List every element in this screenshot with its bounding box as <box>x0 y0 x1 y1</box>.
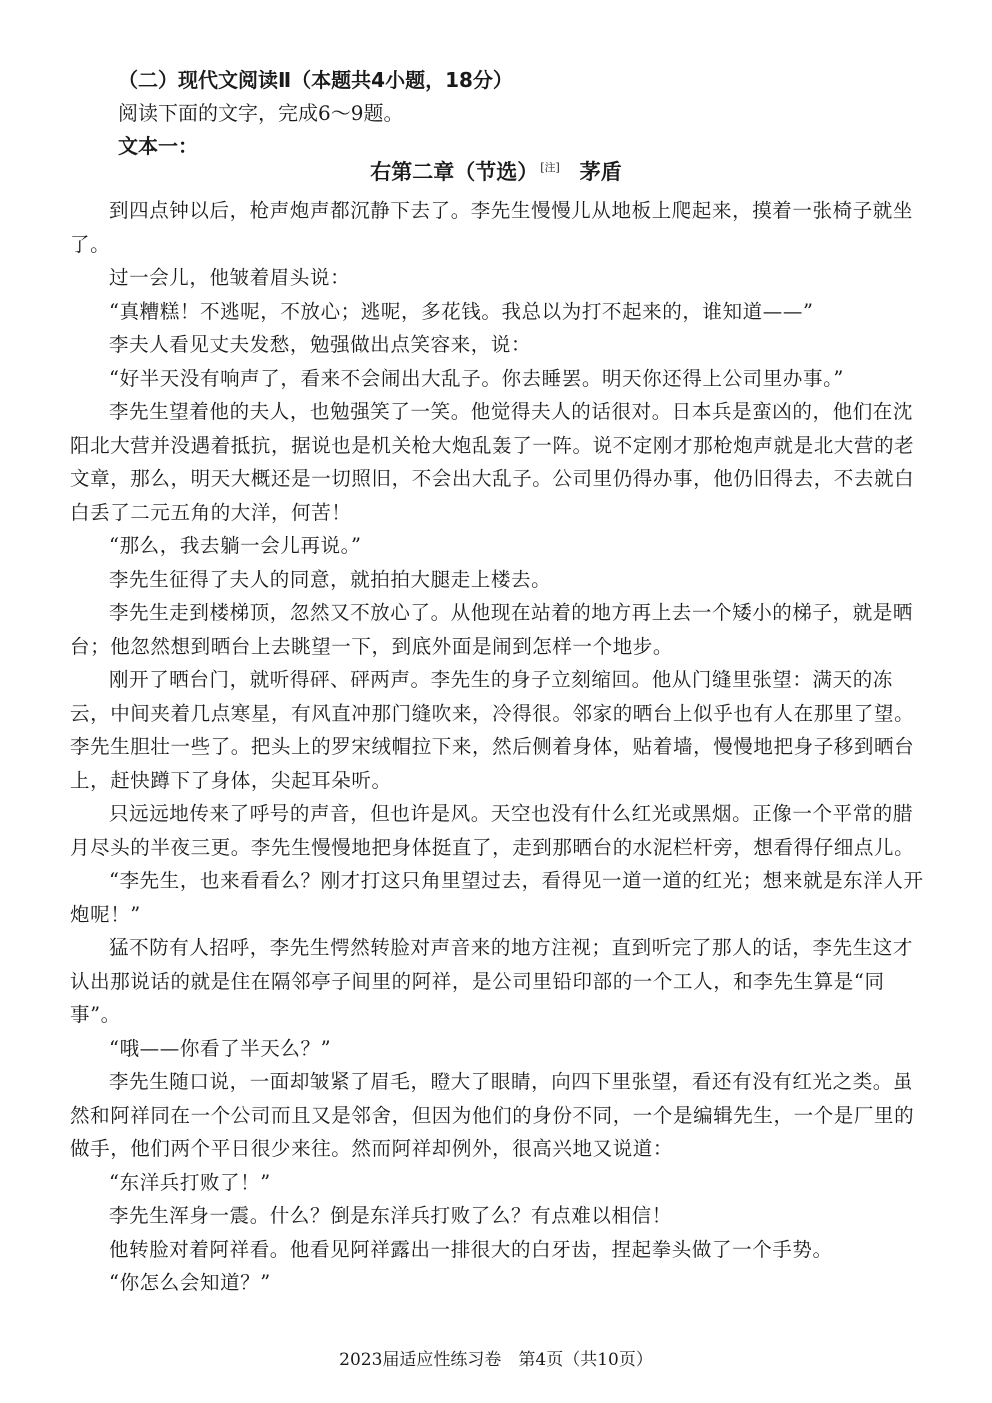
paragraph: 李夫人看见丈夫发愁，勉强做出点笑容来，说： <box>109 333 532 356</box>
paragraph: “那么，我去躺一会儿再说。” <box>109 534 362 557</box>
paragraph: 过一会儿，他皱着眉头说： <box>109 266 351 289</box>
paragraph: “李先生，也来看看么？刚才打这只角里望过去，看得见一道一道的红光；想来就是东洋人开炮呢！” <box>70 869 924 926</box>
paragraph: “真糟糕！不逃呢，不放心；逃呢，多花钱。我总以为打不起来的，谁知道——” <box>109 299 814 323</box>
paragraph: 刚开了晒台门，就听得砰、砰两声。李先生的身子立刻缩回。他从门缝里张望：满天的冻云，中间夹着几点寒星，有风直冲那门缝吹来，冷得很。邻家的晒台上似乎也有人在那里了望。李先生胆壮一些了。把头上的罗宋绒帽拉下来，然后侧着身体，贴着墙，慢慢地把身子移到晒台上，赶快蹲下了身体，尖起耳朵听。 <box>70 668 915 792</box>
paragraph: “哦——你看了半天么？” <box>109 1036 332 1060</box>
paragraph: 他转脸对着阿祥看。他看见阿祥露出一排很大的白牙齿，捏起拳头做了一个手势。 <box>109 1237 833 1261</box>
page-footer: 2023届适应性练习卷 第4页（共10页） <box>339 1350 653 1370</box>
article-body <box>70 194 926 1300</box>
section-title: （二）现代文阅读Ⅱ（本题共4小题，18分） <box>118 68 513 92</box>
paragraph: “东洋兵打败了！” <box>109 1170 271 1194</box>
paragraph: 李先生征得了夫人的同意，就拍拍大腿走上楼去。 <box>109 567 552 591</box>
paragraph: “好半天没有响声了，看来不会闹出大乱子。你去睡罢。明天你还得上公司里办事。” <box>109 366 844 390</box>
paragraph: 到四点钟以后，枪声炮声都沉静下去了。李先生慢慢儿从地板上爬起来，摸着一张椅子就坐了。 <box>70 199 914 256</box>
paragraph: 李先生随口说，一面却皱紧了眉毛，瞪大了眼睛，向四下里张望，看还有没有红光之类。虽然和阿祥同在一个公司而且又是邻舍，但因为他们的身份不同，一个是编辑先生，一个是厂里的做手，他们两个平日很少来往。然而阿祥却例外，很高兴地又说道： <box>70 1070 915 1160</box>
paragraph: “你怎么会知道？” <box>109 1271 271 1294</box>
paragraph: 猛不防有人招呼，李先生愕然转脸对声音来的地方注视；直到听完了那人的话，李先生这才认出那说话的就是住在隔邻亭子间里的阿祥，是公司里铅印部的一个工人，和李先生算是“同事”。 <box>70 936 914 1026</box>
reading-instruction: 阅读下面的文字，完成6～9题。 <box>118 101 404 125</box>
paragraph: 只远远地传来了呼号的声音，但也许是风。天空也没有什么红光或黑烟。正像一个平常的腊月尽头的半夜三更。李先生慢慢地把身体挺直了，走到那晒台的水泥栏杆旁，想看得仔细点儿。 <box>70 802 915 859</box>
paragraph: 李先生望着他的夫人，也勉强笑了一笑。他觉得夫人的话很对。日本兵是蛮凶的，他们在沈阳北大营并没遇着抵抗，据说也是机关枪大炮乱轰了一阵。说不定刚才那枪炮声就是北大营的老文章，那么，明天大概还是一切照旧，不会出大乱子。公司里仍得办事，他仍旧得去，不去就白白丢了二元五角的大洋，何苦！ <box>70 400 915 524</box>
paragraph: 李先生浑身一震。什么？倒是东洋兵打败了么？有点难以相信！ <box>109 1204 672 1227</box>
paragraph: 李先生走到楼梯顶，忽然又不放心了。从他现在站着的地方再上去一个矮小的梯子，就是晒台；他忽然想到晒台上去眺望一下，到底外面是闹到怎样一个地步。 <box>70 601 914 658</box>
article-heading <box>0 162 992 183</box>
article-author: 茅盾 <box>579 160 622 184</box>
note-marker: [注] <box>540 161 560 174</box>
text-label: 文本一： <box>118 134 198 158</box>
article-title: 右第二章（节选） <box>370 160 539 184</box>
